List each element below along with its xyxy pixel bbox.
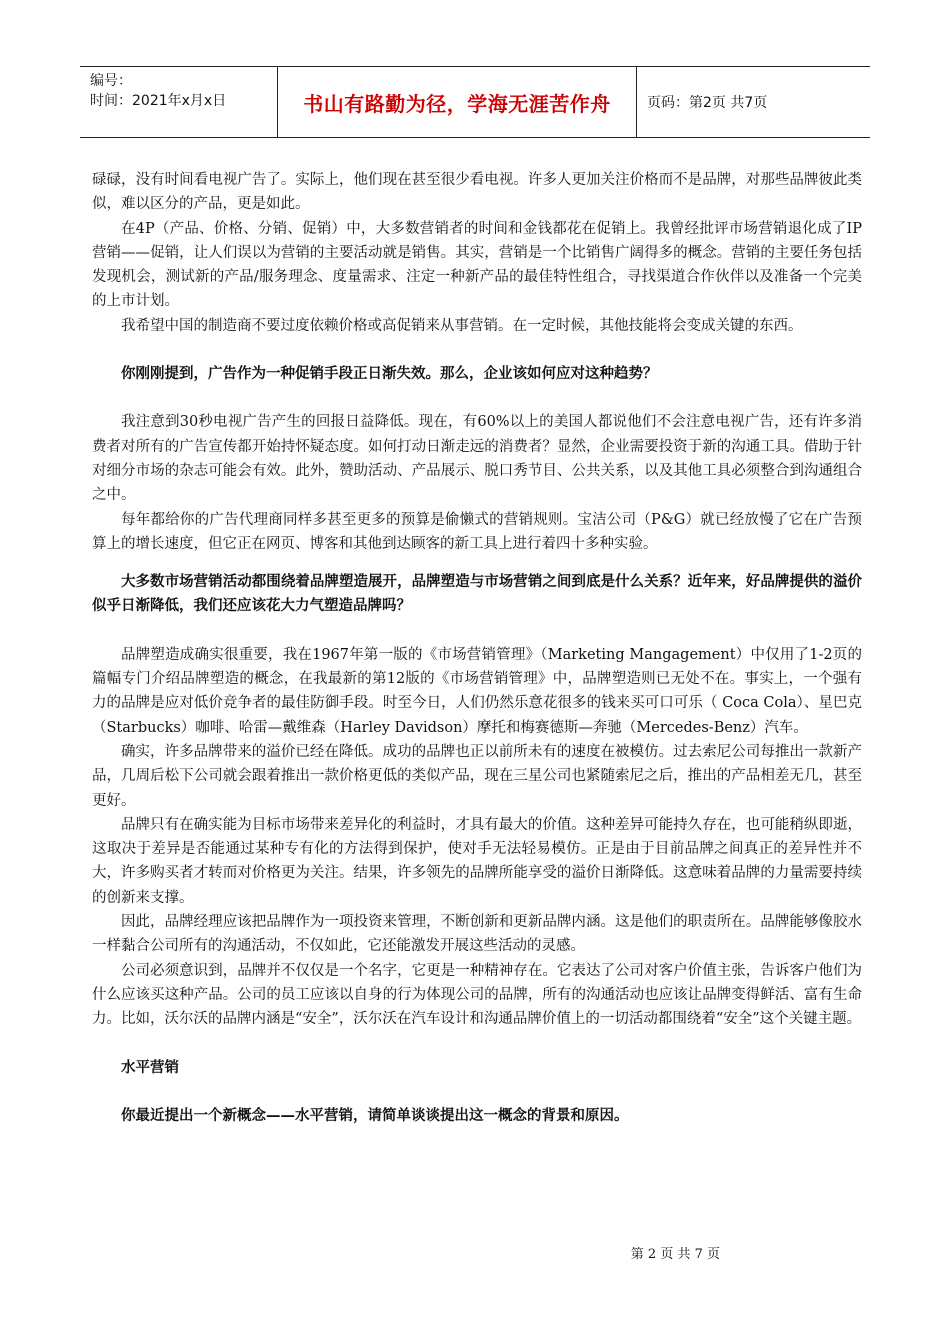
question-3: 你最近提出一个新概念——水平营销，请简单谈谈提出这一概念的背景和原因。	[121, 1107, 629, 1124]
paragraph-5: 每年都给你的广告代理商同样多甚至更多的预算是偷懒式的营销规则。宝洁公司（P&G）就已经放慢了它在广告预算上的增长速度，但它正在网页、博客和其他到达顾客的新工具上进行着四十多种实验。	[92, 511, 862, 552]
paragraph-10: 公司必须意识到，品牌并不仅仅是一个名字，它更是一种精神存在。它表达了公司对客户价值主张，告诉客户他们为什么应该买这种产品。公司的员工应该以自身的行为体现公司的品牌，所有的沟通活动也应该让品牌变得鲜活、富有生命力。比如，沃尔沃的品牌内涵是“安全”，沃尔沃在汽车设计和沟通品牌价值上的一切活动都围绕着“安全”这个关键主题。	[92, 962, 862, 1028]
header-meta	[80, 67, 278, 137]
question-1: 你刚刚提到，广告作为一种促销手段正日渐失效。那么，企业该如何应对这种趋势？	[121, 366, 658, 383]
header-motto: 书山有路勤为径，学海无涯苦作舟	[278, 67, 637, 137]
document-time-label: 时间：2021年x月x日	[90, 93, 227, 109]
document-body	[92, 168, 862, 1128]
paragraph-8: 品牌只有在确实能为目标市场带来差异化的利益时，才具有最大的价值。这种差异可能持久存在，也可能稍纵即逝，这取决于差异是否能通过某种专有化的方法得到保护，使对手无法轻易模仿。正是由于目前品牌之间真正的差异性并不大，许多购买者才转而对价格更为关注。结果，许多领先的品牌所能享受的溢价日渐降低。这意味着品牌的力量需要持续的创新来支撑。	[92, 816, 862, 906]
paragraph-7: 确实，许多品牌带来的溢价已经在降低。成功的品牌也正以前所未有的速度在被模仿。过去索尼公司每推出一款新产品，几周后松下公司就会跟着推出一款价格更低的类似产品，现在三星公司也紧随索尼之后，推出的产品相差无几，甚至更好。	[92, 743, 862, 809]
paragraph-9: 因此，品牌经理应该把品牌作为一项投资来管理，不断创新和更新品牌内涵。这是他们的职责所在。品牌能够像胶水一样黏合公司所有的沟通活动，不仅如此，它还能激发开展这些活动的灵感。	[92, 914, 862, 955]
paragraph-1: 碌碌，没有时间看电视广告了。实际上，他们现在甚至很少看电视。许多人更加关注价格而不是品牌，对那些品牌彼此类似，难以区分的产品，更是如此。	[92, 172, 862, 213]
paragraph-4: 我注意到30秒电视广告产生的回报日益降低。现在，有60%以上的美国人都说他们不会注意电视广告，还有许多消费者对所有的广告宣传都开始持怀疑态度。如何打动日渐走远的消费者？显然，企业需要投资于新的沟通工具。借助于针对细分市场的杂志可能会有效。此外，赞助活动、产品展示、脱口秀节目、公共关系，以及其他工具必须整合到沟通组合之中。	[92, 414, 862, 504]
page-footer: 第 2 页 共 7 页	[630, 1247, 720, 1262]
header-page-info: 页码：第2页 共7页	[647, 95, 768, 111]
paragraph-2: 在4P（产品、价格、分销、促销）中，大多数营销者的时间和金钱都花在促销上。我曾经批评市场营销退化成了IP营销——促销，让人们误以为营销的主要活动就是销售。其实，营销是一个比销售广阔得多的概念。营销的主要任务包括发现机会，测试新的产品/服务理念、度量需求、注定一种新产品的最佳特性组合，寻找渠道合作伙伴以及准备一个完美的上市计划。	[92, 220, 862, 310]
page-header	[80, 66, 870, 138]
question-2: 大多数市场营销活动都围绕着品牌塑造展开，品牌塑造与市场营销之间到底是什么关系？近年来，好品牌提供的溢价似乎日渐降低，我们还应该花大力气塑造品牌吗？	[92, 574, 862, 615]
paragraph-6: 品牌塑造成确实很重要，我在1967年第一版的《市场营销管理》（Marketing Mangagement）中仅用了1-2页的篇幅专门介绍品牌塑造的概念，在我最新的第12版的《市场营销管理》中，品牌塑造则已无处不在。事实上，一个强有力的品牌是应对低价竞争者的最佳防御手段。时至今日，人们仍然乐意花很多的钱来买可口可乐（ Coca Cola）、星巴克（Starbucks）咖啡、哈雷—戴维森（Harley Davidson）摩托和梅赛德斯—奔驰（Mercedes-Benz）汽车。	[92, 646, 862, 736]
paragraph-3: 我希望中国的制造商不要过度依赖价格或高促销来从事营销。在一定时候，其他技能将会变成关键的东西。	[121, 317, 803, 334]
section-title: 水平营销	[121, 1059, 179, 1076]
document-number-label: 编号：	[90, 73, 132, 89]
